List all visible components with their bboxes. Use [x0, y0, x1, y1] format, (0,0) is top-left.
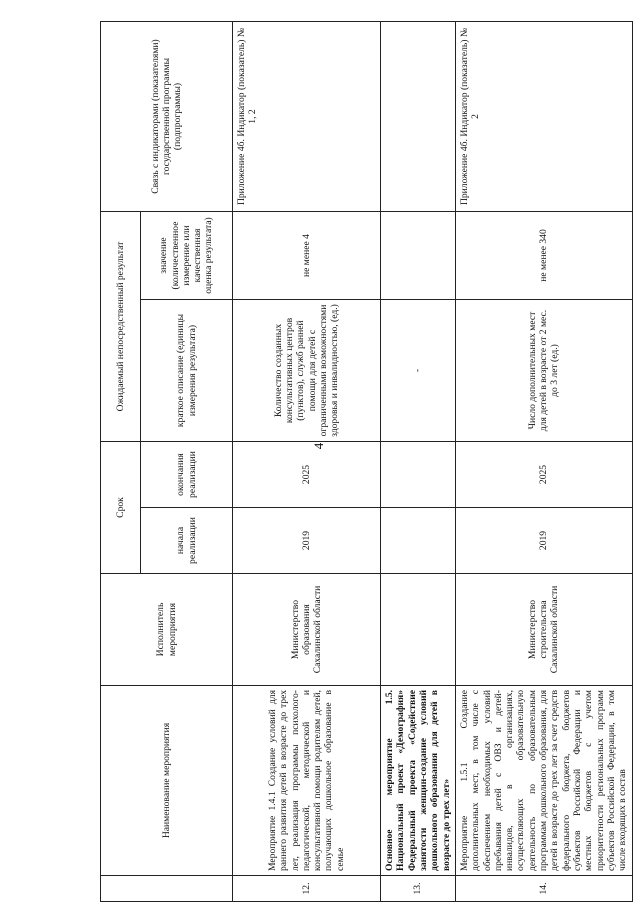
header-start: начала реализации [141, 508, 233, 574]
row-link: Приложение 4б. Индикатор (показатель) № 1, 2 [233, 22, 381, 212]
row-short-desc: Число дополнительных мест для детей в возрасте от 2 мес. до 3 лет (ед.) [455, 300, 632, 442]
row-short-desc: - [381, 300, 456, 442]
document-sheet [100, 22, 629, 902]
row-executor [381, 574, 456, 686]
header-expected: Ожидаемый непосредственный результат [101, 212, 141, 442]
row-value: не менее 4 [233, 212, 381, 300]
header-end: окончания реализации [141, 442, 233, 508]
row-end [381, 442, 456, 508]
row-link [381, 22, 456, 212]
row-value [381, 212, 456, 300]
table-row [455, 22, 632, 902]
row-start: 2019 [455, 508, 632, 574]
row-name: Мероприятие 1.5.1 Создание дополнительных мест, в том числе с обеспечением необходимых условий пребывания детей с ОВЗ и детей-инвалидов, в организациях, осуществляющих образовательную деятельность по образовательным программам дошкольного образования, для детей в возрасте до трех лет за счет средств федерального бюджета, бюджетов субъектов Российской Федерации и местных бюджетов с учетом приоритетности региональных программ субъектов Российской Федерации, в том числе входящих в состав [455, 686, 632, 876]
header-short-desc: краткое описание (единицы измерения результата) [141, 300, 233, 442]
header-executor: Исполнитель мероприятия [101, 574, 233, 686]
row-num: 13. [381, 876, 456, 902]
row-end: 2025 [233, 442, 381, 508]
row-link: Приложение 4б. Индикатор (показатель) № 2 [455, 22, 632, 212]
row-value: не менее 340 [455, 212, 632, 300]
header-name: Наименование мероприятия [101, 686, 233, 876]
table-row [381, 22, 456, 902]
row-start: 2019 [233, 508, 381, 574]
row-end: 2025 [455, 442, 632, 508]
header-value: значение (количественное измерение или качественная оценка результата) [141, 212, 233, 300]
header-term: Срок [101, 442, 141, 574]
header-num [101, 876, 233, 902]
row-name: Мероприятие 1.4.1 Создание условий для раннего развития детей в возрасте до трех лет, реализация программы психолого-педагогической, методической и консультативной помощи родителям детей, получающих дошкольное образование в семье [233, 686, 381, 876]
row-start [381, 508, 456, 574]
row-num: 14. [455, 876, 632, 902]
table-row [233, 22, 381, 902]
row-name: Основное мероприятие 1.5. Национальный проект «Демография» Федеральный проекта «Содействие занятости женщин-создание условий дошкольного образования для детей в возрасте до трех лет» [381, 686, 456, 876]
measures-table [100, 21, 633, 902]
row-num: 12. [233, 876, 381, 902]
row-short-desc: Количество созданных консультативных центров (пунктов), служб ранней помощи для детей с ограниченными возможностями здоровья и инвалидностью, (ед.) [233, 300, 381, 442]
row-executor: Министерство образования Сахалинской области [233, 574, 381, 686]
row-executor: Министерство строительства Сахалинской области [455, 574, 632, 686]
page-number: 4 [311, 442, 326, 450]
document-table-wrapper [100, 22, 629, 902]
header-row-1 [101, 22, 141, 902]
header-link: Связь с индикаторами (показателями) государственной программы (подпрограммы) [101, 22, 233, 212]
